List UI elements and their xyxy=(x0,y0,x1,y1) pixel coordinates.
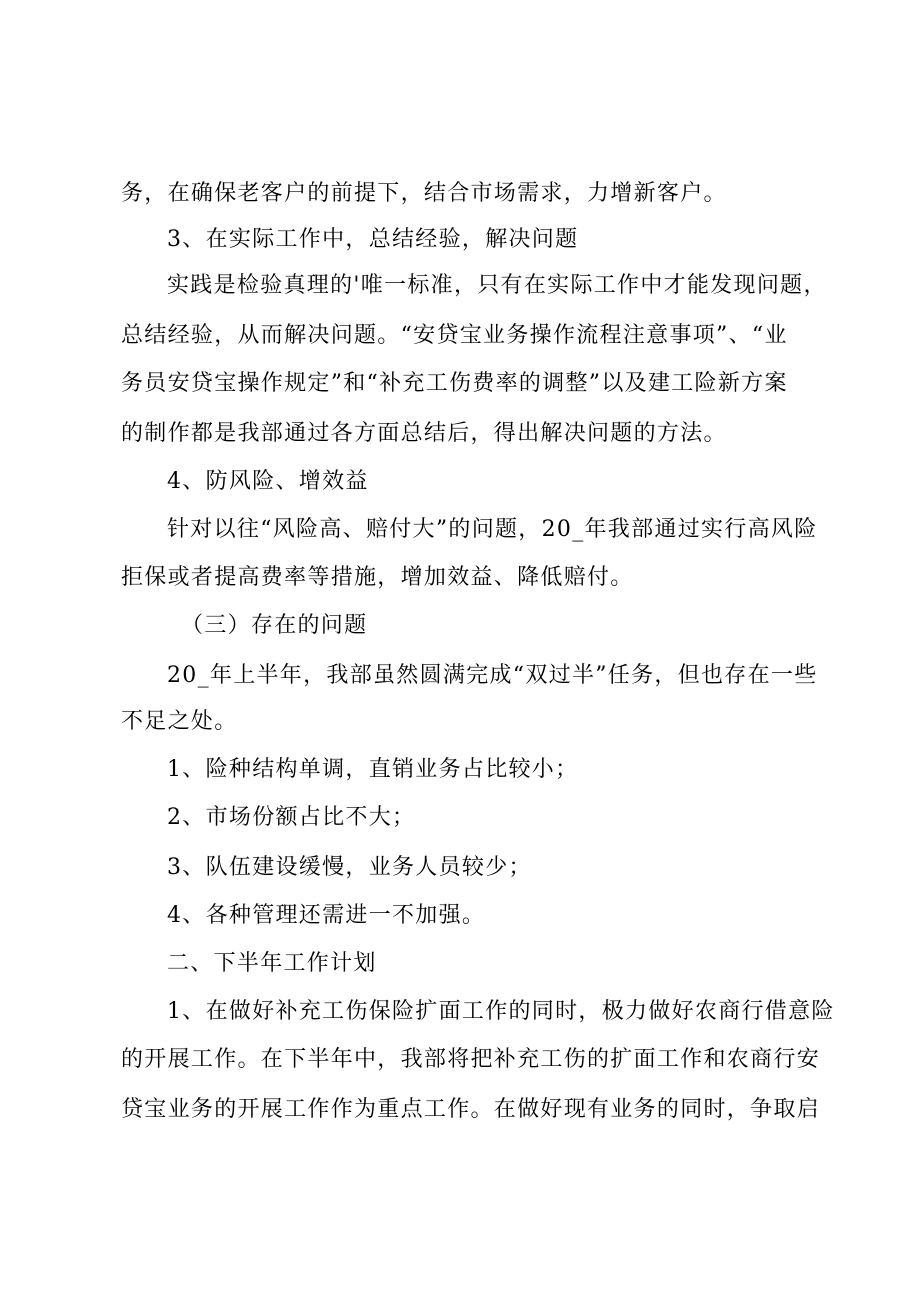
paragraph-line: 20_年上半年，我部虽然圆满完成“双过半”任务，但也存在一些 xyxy=(167,663,818,688)
paragraph-line: 务，在确保老客户的前提下，结合市场需求，力增新客户。 xyxy=(121,181,727,206)
paragraph-line: 贷宝业务的开展工作作为重点工作。在做好现有业务的同时，争取启 xyxy=(121,1097,821,1122)
paragraph-line: 实践是检验真理的'唯一标准，只有在实际工作中才能发现问题， xyxy=(167,273,827,298)
list-item: 1、险种结构单调，直销业务占比较小； xyxy=(167,757,579,782)
section-heading: 4、防风险、增效益 xyxy=(167,469,369,494)
paragraph-line: 1、在做好补充工伤保险扩面工作的同时，极力做好农商行借意险 xyxy=(167,999,835,1024)
paragraph-line: 的开展工作。在下半年中，我部将把补充工伤的扩面工作和农商行安 xyxy=(121,1047,821,1072)
section-heading: 3、在实际工作中，总结经验，解决问题 xyxy=(167,227,579,252)
paragraph-line: 务员安贷宝操作规定”和“补充工伤费率的调整”以及建工险新方案 xyxy=(121,371,788,396)
list-item: 2、市场份额占比不大； xyxy=(167,805,416,830)
section-heading: 二、下半年工作计划 xyxy=(167,951,377,976)
paragraph-line: 针对以往“风险高、赔付大”的问题，20_年我部通过实行高风险 xyxy=(167,517,818,542)
paragraph-line: 拒保或者提高费率等措施，增加效益、降低赔付。 xyxy=(121,565,634,590)
paragraph-line: 不足之处。 xyxy=(121,709,238,734)
list-item: 3、队伍建设缓慢，业务人员较少； xyxy=(167,855,532,880)
paragraph-line: 总结经验，从而解决问题。“安贷宝业务操作流程注意事项”、“业 xyxy=(121,323,788,348)
section-heading: （三）存在的问题 xyxy=(181,613,368,638)
list-item: 4、各种管理还需进一不加强。 xyxy=(167,903,486,928)
paragraph-line: 的制作都是我部通过各方面总结后，得出解决问题的方法。 xyxy=(121,421,727,446)
